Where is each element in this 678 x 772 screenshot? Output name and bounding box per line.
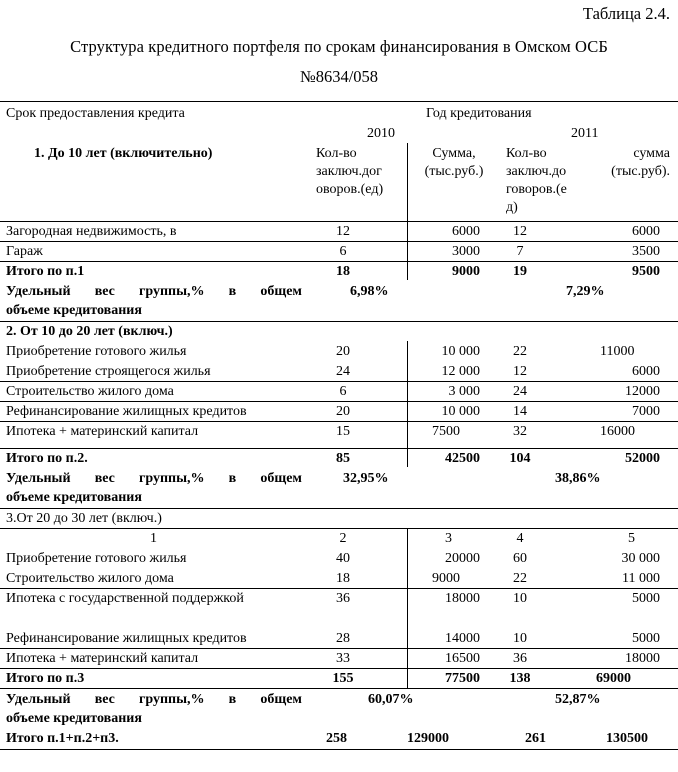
count-2011: 14 bbox=[513, 404, 527, 419]
label-word: общем bbox=[260, 471, 302, 486]
row-label: объеме кредитования bbox=[6, 303, 142, 318]
header-term: Срок предоставления кредита bbox=[6, 106, 185, 121]
rule bbox=[0, 381, 678, 382]
rule bbox=[0, 588, 678, 589]
header-year-group: Год кредитования bbox=[426, 106, 532, 121]
rule-bottom bbox=[0, 749, 678, 750]
rule bbox=[0, 321, 678, 322]
sum-2010: 10 000 bbox=[441, 404, 480, 419]
rule bbox=[0, 421, 678, 422]
table-subtitle: №8634/058 bbox=[299, 67, 379, 86]
sum-2010: 20000 bbox=[445, 551, 480, 566]
rule bbox=[0, 448, 678, 449]
rule-top bbox=[0, 101, 678, 102]
count-2010: 12 bbox=[336, 224, 350, 239]
sum-2010: 42500 bbox=[445, 451, 480, 466]
header-text: Кол-во bbox=[316, 146, 357, 161]
row-label: Гараж bbox=[6, 244, 43, 259]
header-text: оворов.(ед) bbox=[316, 182, 384, 197]
count-2011: 104 bbox=[509, 451, 531, 466]
column-divider bbox=[407, 143, 408, 280]
header-sum-2010 bbox=[418, 145, 490, 181]
sum-2010: 12 000 bbox=[441, 364, 480, 379]
count-2010: 24 bbox=[336, 364, 350, 379]
rule bbox=[0, 401, 678, 402]
sum-2010: 129000 bbox=[407, 731, 449, 746]
label-word: группы,% bbox=[139, 471, 205, 486]
count-2011: 10 bbox=[513, 631, 527, 646]
count-2011: 12 bbox=[513, 364, 527, 379]
sum-2011: 9500 bbox=[632, 264, 660, 279]
header-text: (тыс.руб.) bbox=[424, 164, 484, 179]
row-label bbox=[6, 470, 302, 488]
sum-2011: 130500 bbox=[606, 731, 648, 746]
sum-2010: 3000 bbox=[452, 244, 480, 259]
header-count-2010 bbox=[316, 145, 383, 199]
label-word: группы,% bbox=[139, 284, 205, 299]
label-word: вес bbox=[94, 284, 115, 299]
sum-2010: 6000 bbox=[452, 224, 480, 239]
count-2011: 36 bbox=[513, 651, 527, 666]
column-divider bbox=[407, 341, 408, 467]
rule bbox=[0, 648, 678, 649]
col-number: 3 bbox=[445, 531, 452, 546]
sum-2010: 3 000 bbox=[448, 384, 480, 399]
sum-2011: 5000 bbox=[632, 591, 660, 606]
count-2010: 33 bbox=[336, 651, 350, 666]
sum-2011: 11000 bbox=[600, 344, 635, 359]
count-2010: 18 bbox=[336, 571, 350, 586]
label-word: общем bbox=[260, 284, 302, 299]
count-2011: 19 bbox=[513, 264, 527, 279]
table-number: Таблица 2.4. bbox=[582, 4, 670, 23]
count-2011: 24 bbox=[513, 384, 527, 399]
label-word: вес bbox=[94, 692, 115, 707]
row-label: Рефинансирование жилищных кредитов bbox=[6, 404, 247, 419]
sum-2011: 6000 bbox=[632, 224, 660, 239]
label-word: группы,% bbox=[139, 692, 205, 707]
row-label bbox=[6, 283, 302, 301]
label-word: Удельный bbox=[6, 284, 71, 299]
header-text: д) bbox=[506, 200, 518, 215]
row-label: Итого п.1+п.2+п3. bbox=[6, 731, 119, 746]
count-2010: 258 bbox=[326, 731, 347, 746]
header-text: говоров.(е bbox=[506, 182, 567, 197]
header-year-2010: 2010 bbox=[367, 126, 395, 141]
count-2011: 10 bbox=[513, 591, 527, 606]
sum-2010: 18000 bbox=[445, 591, 480, 606]
sum-2010: 7500 bbox=[432, 424, 460, 439]
rule bbox=[0, 241, 678, 242]
count-2010: 6 bbox=[339, 244, 347, 259]
row-label: Итого по п.2. bbox=[6, 451, 88, 466]
header-sum-2011 bbox=[598, 145, 670, 181]
label-word: Удельный bbox=[6, 692, 71, 707]
count-2011: 138 bbox=[509, 671, 531, 686]
rule bbox=[0, 688, 678, 689]
count-2011: 22 bbox=[513, 571, 527, 586]
sum-2010: 14000 bbox=[445, 631, 480, 646]
row-label: Загородная недвижимость, в bbox=[6, 224, 177, 239]
count-2010: 28 bbox=[336, 631, 350, 646]
count-2011: 22 bbox=[513, 344, 527, 359]
share-2011: 7,29% bbox=[566, 284, 605, 299]
rule bbox=[0, 261, 678, 262]
col-number: 4 bbox=[516, 531, 524, 546]
col-number: 5 bbox=[628, 531, 635, 546]
row-label: Ипотека с государственной поддержкой bbox=[6, 591, 244, 606]
row-label: Строительство жилого дома bbox=[6, 571, 174, 586]
header-count-2011 bbox=[506, 145, 567, 217]
row-label: Ипотека + материнский капитал bbox=[6, 651, 199, 666]
count-2010: 40 bbox=[336, 551, 350, 566]
sum-2010: 9000 bbox=[452, 264, 480, 279]
count-2011: 60 bbox=[513, 551, 527, 566]
label-word: вес bbox=[94, 471, 115, 486]
count-2011: 32 bbox=[513, 424, 527, 439]
count-2010: 155 bbox=[332, 671, 354, 686]
sum-2011: 52000 bbox=[625, 451, 660, 466]
sum-2010: 9000 bbox=[432, 571, 460, 586]
count-2010: 20 bbox=[336, 344, 350, 359]
rule bbox=[0, 508, 678, 509]
header-text: Кол-во bbox=[506, 146, 547, 161]
share-2010: 32,95% bbox=[343, 471, 389, 486]
label-word: в bbox=[228, 471, 237, 486]
column-divider bbox=[407, 528, 408, 688]
row-label: Приобретение строящегося жилья bbox=[6, 364, 211, 379]
sum-2011: 6000 bbox=[632, 364, 660, 379]
sum-2011: 11 000 bbox=[622, 571, 660, 586]
sum-2011: 18000 bbox=[625, 651, 660, 666]
count-2010: 36 bbox=[336, 591, 350, 606]
sum-2011: 16000 bbox=[600, 424, 635, 439]
row-label: Приобретение готового жилья bbox=[6, 344, 187, 359]
sum-2011: 30 000 bbox=[621, 551, 660, 566]
label-word: в bbox=[228, 284, 237, 299]
section2-title: 2. От 10 до 20 лет (включ.) bbox=[6, 324, 173, 339]
header-text: (тыс.руб). bbox=[611, 164, 670, 179]
rule bbox=[0, 668, 678, 669]
row-label: объеме кредитования bbox=[6, 711, 142, 726]
sum-2010: 16500 bbox=[445, 651, 480, 666]
count-2010: 18 bbox=[336, 264, 350, 279]
sum-2011: 69000 bbox=[596, 671, 631, 686]
rule-header-bottom bbox=[0, 221, 678, 222]
header-text: заключ.дог bbox=[316, 164, 382, 179]
count-2011: 12 bbox=[513, 224, 527, 239]
count-2010: 20 bbox=[336, 404, 350, 419]
row-label: Ипотека + материнский капитал bbox=[6, 424, 199, 439]
row-label: Итого по п.3 bbox=[6, 671, 85, 686]
share-2010: 60,07% bbox=[368, 692, 414, 707]
rule bbox=[0, 528, 678, 529]
count-2010: 6 bbox=[339, 384, 347, 399]
sum-2011: 5000 bbox=[632, 631, 660, 646]
count-2011: 261 bbox=[525, 731, 546, 746]
col-number: 1 bbox=[150, 531, 157, 546]
col-number: 2 bbox=[339, 531, 347, 546]
label-word: Удельный bbox=[6, 471, 71, 486]
row-label: Приобретение готового жилья bbox=[6, 551, 187, 566]
label-word: в bbox=[228, 692, 237, 707]
share-2011: 38,86% bbox=[555, 471, 601, 486]
count-2010: 85 bbox=[336, 451, 350, 466]
label-word: общем bbox=[260, 692, 302, 707]
count-2011: 7 bbox=[516, 244, 524, 259]
table-title: Структура кредитного портфеля по срокам финансирования в Омском ОСБ bbox=[70, 37, 608, 56]
header-year-2011: 2011 bbox=[571, 126, 599, 141]
sum-2010: 10 000 bbox=[441, 344, 480, 359]
header-text: сумма bbox=[633, 146, 670, 161]
sum-2011: 7000 bbox=[632, 404, 660, 419]
count-2010: 15 bbox=[336, 424, 350, 439]
sum-2011: 3500 bbox=[632, 244, 660, 259]
header-text: Сумма, bbox=[432, 146, 476, 161]
section3-title: 3.От 20 до 30 лет (включ.) bbox=[6, 511, 162, 526]
section1-title: 1. До 10 лет (включительно) bbox=[34, 146, 213, 161]
row-label: объеме кредитования bbox=[6, 490, 142, 505]
share-2011: 52,87% bbox=[555, 692, 601, 707]
row-label: Строительство жилого дома bbox=[6, 384, 174, 399]
share-2010: 6,98% bbox=[350, 284, 389, 299]
header-text: заключ.до bbox=[506, 164, 567, 179]
row-label: Рефинансирование жилищных кредитов bbox=[6, 631, 247, 646]
sum-2010: 77500 bbox=[445, 671, 480, 686]
row-label bbox=[6, 691, 302, 709]
sum-2011: 12000 bbox=[625, 384, 660, 399]
row-label: Итого по п.1 bbox=[6, 264, 85, 279]
